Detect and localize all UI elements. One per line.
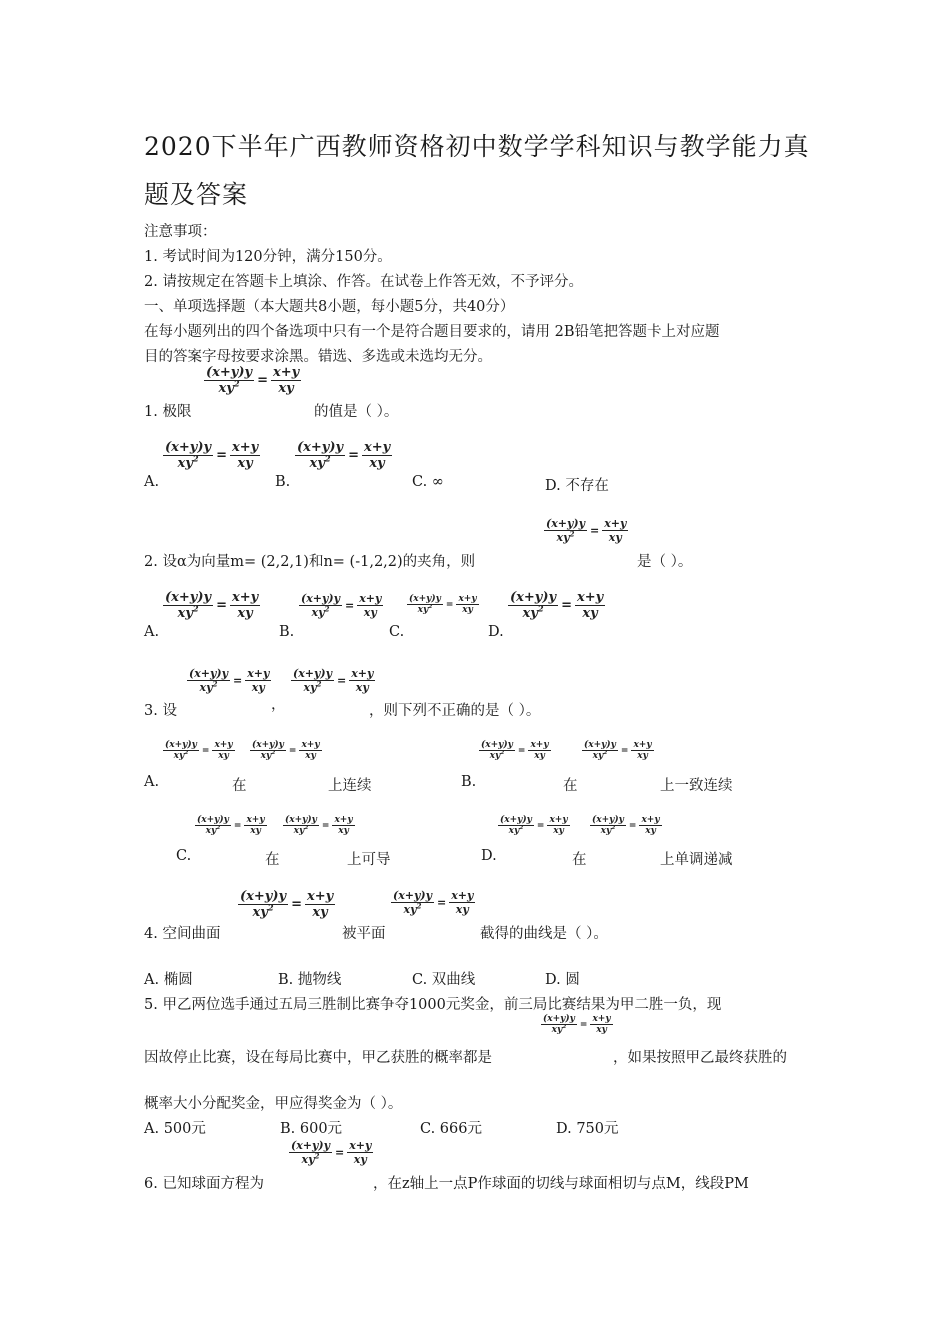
- formula-image: [541, 1014, 613, 1036]
- q3-option-c-text: 上可导: [347, 852, 391, 868]
- notes-heading: 注意事项：: [144, 224, 217, 240]
- q4-option-d: D. 圆: [545, 972, 580, 988]
- formula-image: [195, 815, 267, 837]
- formula-lhs-exponent: 2: [500, 750, 505, 757]
- formula-lhs-numerator: (x+y)y: [291, 1139, 330, 1152]
- formula-lhs-exponent: 2: [233, 378, 240, 389]
- formula-lhs-denominator: xy: [592, 751, 604, 762]
- title-line-2: 题及答案: [144, 180, 249, 209]
- formula-lhs-denominator: xy: [177, 455, 193, 471]
- q3-prefix: 3. 设: [144, 703, 177, 719]
- formula-image: [299, 592, 383, 618]
- q5-option-a: A. 500元: [144, 1121, 206, 1137]
- formula-rhs-denominator: xy: [305, 751, 316, 762]
- formula-equals: =: [344, 599, 355, 613]
- formula-equals: =: [336, 674, 347, 688]
- formula-lhs-numerator: (x+y)y: [592, 815, 624, 825]
- q5-option-d: D. 750元: [556, 1121, 619, 1137]
- section-heading: 一、单项选择题（本大题共8小题，每小题5分，共40分）: [144, 299, 515, 315]
- formula-rhs-numerator: x+y: [272, 365, 300, 380]
- q6-prefix: 6. 已知球面方程为: [144, 1176, 264, 1192]
- section-desc-2: 目的答案字母按要求涂黑。错选、多选或未选均无分。: [144, 349, 492, 365]
- formula-lhs-numerator: (x+y)y: [252, 740, 284, 750]
- formula-equals: =: [288, 746, 297, 757]
- formula-equals: =: [436, 896, 447, 910]
- formula-lhs-denominator: xy: [205, 826, 217, 837]
- formula-lhs-numerator: (x+y)y: [510, 590, 557, 605]
- formula-lhs-numerator: (x+y)y: [285, 815, 317, 825]
- formula-rhs-numerator: x+y: [576, 590, 604, 605]
- formula-lhs-denominator: xy: [556, 530, 570, 544]
- formula-lhs-denominator: xy: [260, 751, 272, 762]
- q4-option-c: C. 双曲线: [412, 972, 476, 988]
- q2-option-b: B.: [279, 624, 295, 640]
- formula-equals: =: [620, 746, 629, 757]
- formula-rhs-numerator: x+y: [246, 815, 265, 825]
- formula-lhs-exponent: 2: [271, 750, 276, 757]
- formula-equals: =: [321, 821, 330, 832]
- q3-option-c-in: 在: [265, 852, 280, 868]
- formula-lhs-numerator: (x+y)y: [165, 740, 197, 750]
- formula-lhs-exponent: 2: [519, 825, 524, 832]
- q1-option-a: A.: [144, 474, 160, 490]
- formula-rhs-numerator: x+y: [334, 815, 353, 825]
- formula-image: [238, 889, 335, 919]
- formula-rhs-denominator: xy: [455, 902, 469, 916]
- formula-rhs-denominator: xy: [369, 455, 385, 471]
- q3-suffix: ，则下列不正确的是（ ）。: [369, 703, 541, 719]
- formula-image: [479, 740, 551, 762]
- formula-lhs-numerator: (x+y)y: [546, 517, 585, 530]
- q1-option-c: C. ∞: [412, 474, 444, 490]
- formula-lhs-numerator: (x+y)y: [165, 440, 212, 455]
- formula-lhs-exponent: 2: [562, 1024, 567, 1031]
- formula-rhs-denominator: xy: [645, 826, 656, 837]
- formula-equals: =: [579, 1020, 588, 1031]
- formula-image: [508, 590, 605, 620]
- q3-comma: ，: [271, 697, 286, 713]
- formula-lhs-numerator: (x+y)y: [393, 889, 432, 902]
- formula-lhs-exponent: 2: [569, 528, 575, 538]
- formula-rhs-denominator: xy: [462, 605, 473, 616]
- formula-lhs-denominator: xy: [293, 826, 305, 837]
- formula-image: [187, 667, 271, 693]
- formula-rhs-numerator: x+y: [351, 667, 374, 680]
- formula-rhs-numerator: x+y: [349, 1139, 372, 1152]
- formula-lhs-denominator: xy: [252, 904, 268, 920]
- formula-lhs-denominator: xy: [303, 680, 317, 694]
- formula-rhs-numerator: x+y: [214, 740, 233, 750]
- formula-lhs-exponent: 2: [192, 453, 199, 464]
- formula-lhs-exponent: 2: [192, 603, 199, 614]
- formula-lhs-denominator: xy: [173, 751, 185, 762]
- formula-rhs-denominator: xy: [355, 680, 369, 694]
- formula-rhs-numerator: x+y: [231, 440, 259, 455]
- formula-rhs-numerator: x+y: [231, 590, 259, 605]
- formula-lhs-numerator: (x+y)y: [240, 889, 287, 904]
- formula-rhs-numerator: x+y: [359, 592, 382, 605]
- formula-rhs-denominator: xy: [278, 380, 294, 396]
- formula-lhs-exponent: 2: [267, 902, 274, 913]
- formula-equals: =: [536, 821, 545, 832]
- formula-equals: =: [201, 746, 210, 757]
- q4-mid: 被平面: [342, 926, 386, 942]
- formula-lhs-denominator: xy: [489, 751, 501, 762]
- formula-rhs-denominator: xy: [312, 904, 328, 920]
- formula-lhs-exponent: 2: [316, 678, 322, 688]
- formula-lhs-denominator: xy: [199, 680, 213, 694]
- formula-rhs-denominator: xy: [353, 1152, 367, 1166]
- q2-option-a: A.: [144, 624, 160, 640]
- formula-lhs-exponent: 2: [416, 900, 422, 910]
- formula-equals: =: [216, 598, 227, 614]
- formula-lhs-numerator: (x+y)y: [584, 740, 616, 750]
- q3-option-c: C.: [176, 848, 192, 864]
- q4-prefix: 4. 空间曲面: [144, 926, 221, 942]
- formula-lhs-denominator: xy: [309, 455, 325, 471]
- formula-lhs-exponent: 2: [537, 603, 544, 614]
- formula-equals: =: [291, 897, 302, 913]
- formula-rhs-numerator: x+y: [530, 740, 549, 750]
- formula-lhs-denominator: xy: [403, 902, 417, 916]
- notes-item-1: 1. 考试时间为120分钟，满分150分。: [144, 249, 392, 265]
- q2-option-c: C.: [389, 624, 405, 640]
- formula-rhs-denominator: xy: [363, 605, 377, 619]
- formula-equals: =: [334, 1146, 345, 1160]
- q6-suffix: ，在z轴上一点P作球面的切线与球面相切与点M，线段PM: [373, 1176, 749, 1192]
- formula-lhs-denominator: xy: [551, 1025, 563, 1036]
- formula-lhs-numerator: (x+y)y: [481, 740, 513, 750]
- formula-lhs-exponent: 2: [212, 678, 218, 688]
- notes-item-2: 2. 请按规定在答题卡上填涂、作答。在试卷上作答无效，不予评分。: [144, 274, 583, 290]
- formula-lhs-numerator: (x+y)y: [165, 590, 212, 605]
- q3-option-a-in: 在: [232, 778, 247, 794]
- formula-lhs-numerator: (x+y)y: [206, 365, 253, 380]
- q2-suffix: 是（ ）。: [637, 554, 693, 570]
- formula-rhs-denominator: xy: [534, 751, 545, 762]
- formula-lhs-exponent: 2: [304, 825, 309, 832]
- q3-option-d: D.: [481, 848, 497, 864]
- formula-rhs-numerator: x+y: [306, 889, 334, 904]
- formula-lhs-numerator: (x+y)y: [189, 667, 228, 680]
- q5-option-c: C. 666元: [420, 1121, 482, 1137]
- formula-rhs-numerator: x+y: [247, 667, 270, 680]
- formula-lhs-exponent: 2: [611, 825, 616, 832]
- q3-option-a-text: 上连续: [328, 778, 372, 794]
- formula-equals: =: [257, 373, 268, 389]
- q5-line-2a: 因故停止比赛，设在每局比赛中，甲乙获胜的概率都是: [144, 1050, 492, 1066]
- formula-rhs-numerator: x+y: [458, 594, 477, 604]
- formula-image: [283, 815, 355, 837]
- q3-option-b: B.: [461, 774, 477, 790]
- formula-lhs-denominator: xy: [417, 605, 429, 616]
- q1-prefix: 1. 极限: [144, 404, 192, 420]
- formula-lhs-exponent: 2: [324, 603, 330, 613]
- formula-lhs-denominator: xy: [177, 605, 193, 621]
- formula-rhs-numerator: x+y: [592, 1014, 611, 1024]
- formula-lhs-denominator: xy: [311, 605, 325, 619]
- formula-rhs-numerator: x+y: [301, 740, 320, 750]
- section-desc-1: 在每小题列出的四个备选项中只有一个是符合题目要求的，请用 2B铅笔把答题卡上对应题: [144, 324, 720, 340]
- formula-lhs-denominator: xy: [508, 826, 520, 837]
- formula-rhs-denominator: xy: [218, 751, 229, 762]
- formula-rhs-denominator: xy: [596, 1025, 607, 1036]
- formula-rhs-numerator: x+y: [451, 889, 474, 902]
- formula-image: [582, 740, 654, 762]
- formula-rhs-denominator: xy: [338, 826, 349, 837]
- formula-rhs-denominator: xy: [251, 680, 265, 694]
- formula-equals: =: [589, 524, 600, 538]
- formula-equals: =: [233, 821, 242, 832]
- formula-rhs-numerator: x+y: [604, 517, 627, 530]
- title-line-1: 2020下半年广西教师资格初中数学学科知识与教学能力真: [144, 132, 810, 161]
- formula-lhs-exponent: 2: [428, 604, 433, 611]
- formula-lhs-numerator: (x+y)y: [297, 440, 344, 455]
- formula-lhs-denominator: xy: [600, 826, 612, 837]
- formula-rhs-denominator: xy: [637, 751, 648, 762]
- formula-rhs-numerator: x+y: [549, 815, 568, 825]
- formula-lhs-exponent: 2: [324, 453, 331, 464]
- q3-option-d-in: 在: [572, 852, 587, 868]
- formula-lhs-denominator: xy: [218, 380, 234, 396]
- formula-lhs-numerator: (x+y)y: [301, 592, 340, 605]
- q3-option-d-text: 上单调递减: [660, 852, 733, 868]
- formula-equals: =: [517, 746, 526, 757]
- formula-rhs-numerator: x+y: [363, 440, 391, 455]
- q3-option-a: A.: [144, 774, 160, 790]
- formula-image: [163, 740, 235, 762]
- q5-line-1: 5. 甲乙两位选手通过五局三胜制比赛争夺1000元奖金，前三局比赛结果为甲二胜一负，现: [144, 997, 722, 1013]
- q3-option-b-text: 上一致连续: [660, 778, 733, 794]
- formula-lhs-numerator: (x+y)y: [409, 594, 441, 604]
- q2-prefix: 2. 设α为向量m= (2,2,1)和n= (-1,2,2)的夹角，则: [144, 554, 476, 570]
- q4-suffix: 截得的曲线是（ ）。: [480, 926, 608, 942]
- formula-equals: =: [232, 674, 243, 688]
- formula-lhs-denominator: xy: [301, 1152, 315, 1166]
- formula-rhs-denominator: xy: [582, 605, 598, 621]
- q1-suffix: 的值是（ ）。: [314, 404, 399, 420]
- formula-rhs-denominator: xy: [237, 605, 253, 621]
- q4-option-a: A. 椭圆: [144, 972, 193, 988]
- formula-lhs-exponent: 2: [603, 750, 608, 757]
- formula-lhs-numerator: (x+y)y: [293, 667, 332, 680]
- formula-rhs-denominator: xy: [553, 826, 564, 837]
- q5-option-b: B. 600元: [280, 1121, 343, 1137]
- formula-rhs-denominator: xy: [608, 530, 622, 544]
- formula-equals: =: [561, 598, 572, 614]
- formula-rhs-numerator: x+y: [641, 815, 660, 825]
- q2-option-d: D.: [488, 624, 504, 640]
- formula-equals: =: [216, 448, 227, 464]
- formula-lhs-denominator: xy: [522, 605, 538, 621]
- formula-rhs-denominator: xy: [237, 455, 253, 471]
- q5-line-3: 概率大小分配奖金，甲应得奖金为（ ）。: [144, 1096, 403, 1112]
- q1-option-b: B.: [275, 474, 291, 490]
- formula-image: [163, 590, 260, 620]
- formula-image: [544, 517, 628, 543]
- formula-rhs-denominator: xy: [250, 826, 261, 837]
- q4-option-b: B. 抛物线: [278, 972, 342, 988]
- formula-lhs-exponent: 2: [314, 1150, 320, 1160]
- formula-image: [250, 740, 322, 762]
- q5-line-2b: ，如果按照甲乙最终获胜的: [613, 1050, 787, 1066]
- formula-image: [204, 365, 301, 395]
- formula-lhs-numerator: (x+y)y: [500, 815, 532, 825]
- formula-image: [163, 440, 260, 470]
- formula-equals: =: [445, 600, 454, 611]
- formula-equals: =: [628, 821, 637, 832]
- formula-image: [295, 440, 392, 470]
- formula-lhs-exponent: 2: [216, 825, 221, 832]
- formula-image: [289, 1139, 373, 1165]
- formula-image: [291, 667, 375, 693]
- formula-image: [407, 594, 479, 616]
- formula-image: [391, 889, 475, 915]
- q3-option-b-in: 在: [563, 778, 578, 794]
- formula-image: [498, 815, 570, 837]
- formula-lhs-numerator: (x+y)y: [197, 815, 229, 825]
- formula-rhs-numerator: x+y: [633, 740, 652, 750]
- formula-image: [590, 815, 662, 837]
- q1-option-d: D. 不存在: [545, 478, 609, 494]
- formula-lhs-exponent: 2: [184, 750, 189, 757]
- formula-lhs-numerator: (x+y)y: [543, 1014, 575, 1024]
- formula-equals: =: [348, 448, 359, 464]
